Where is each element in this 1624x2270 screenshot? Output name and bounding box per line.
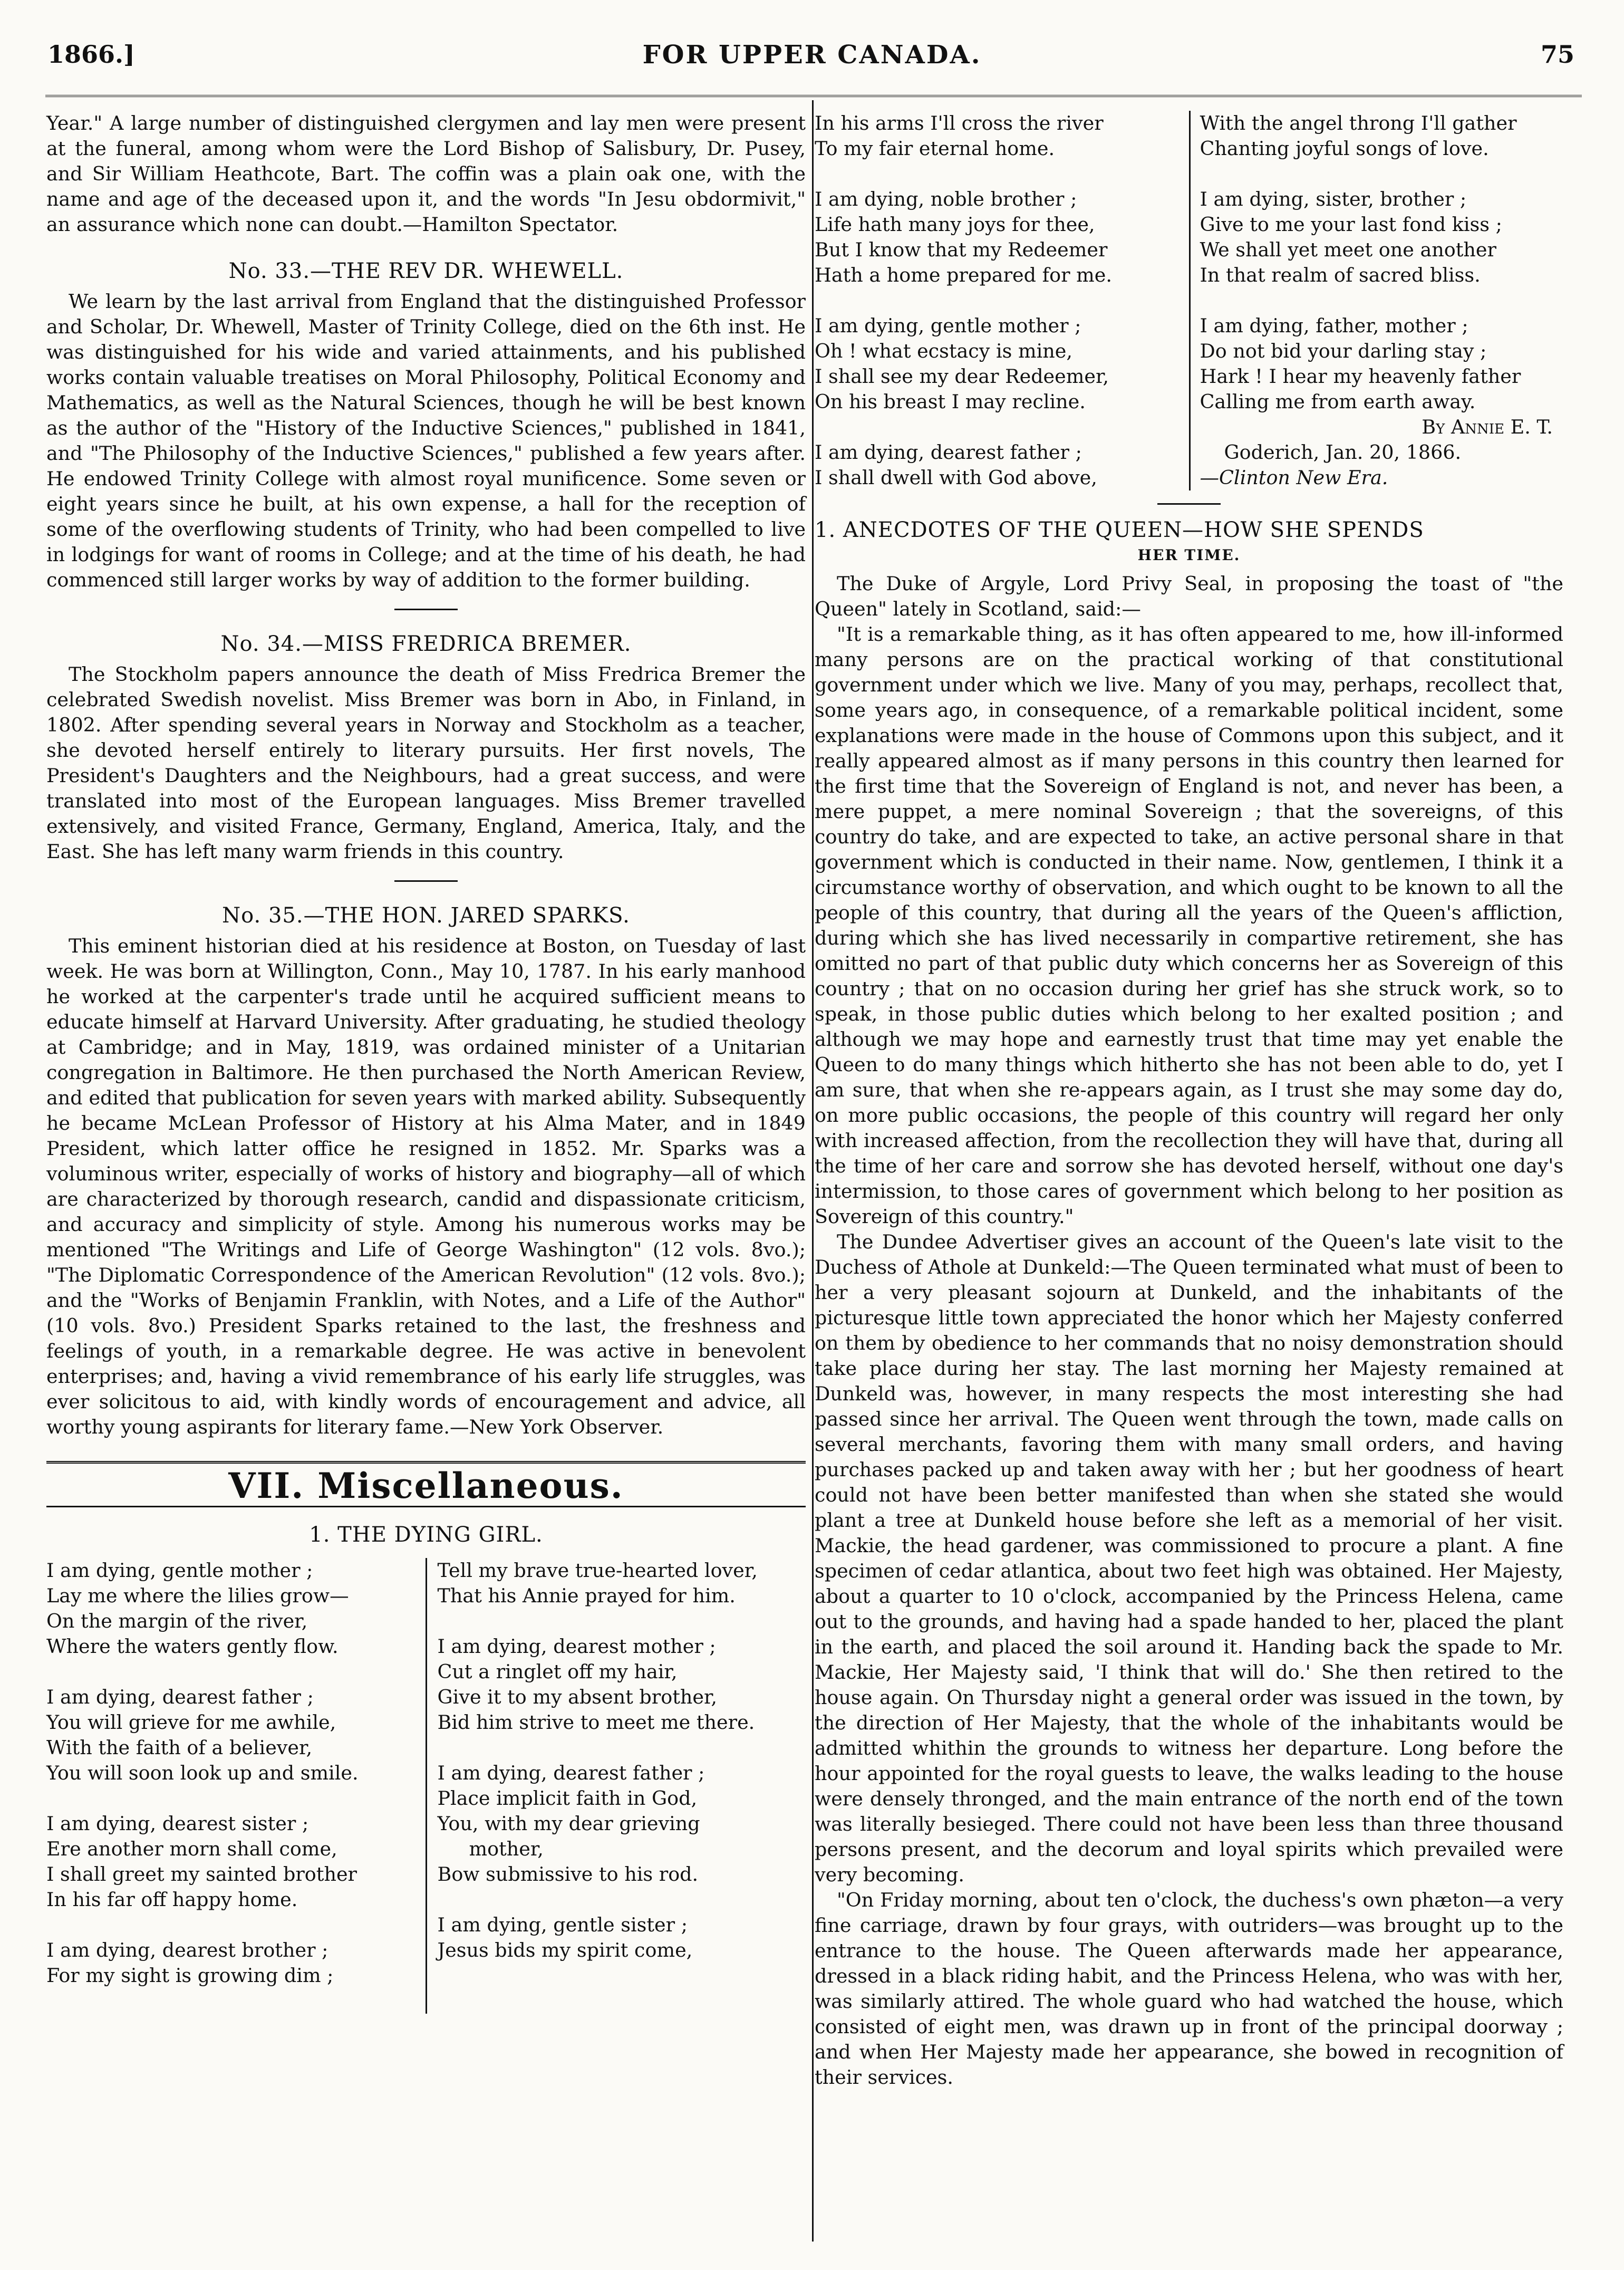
poem-line: For my sight is growing dim ; bbox=[46, 1964, 334, 1987]
poem-line: Bid him strive to meet me there. bbox=[437, 1711, 755, 1734]
stanza bbox=[46, 1938, 415, 1988]
poem-line: Cut a ringlet off my hair, bbox=[437, 1660, 678, 1683]
poem-left-column bbox=[815, 111, 1189, 490]
header-rule bbox=[45, 95, 1582, 97]
header-year: 1866.] bbox=[47, 40, 135, 69]
stanza bbox=[1200, 187, 1564, 288]
poem-line: On his breast I may recline. bbox=[815, 390, 1086, 413]
dundee-account: The Dundee Advertiser gives an account of the Queen's late visit to the Duchess of Athole at Dunkeld:—The Queen terminated what must of been to her a very pleasant sojourn at Dunkeld, and the inhabitants of the picturesque little town appreciated the honor which her Majesty conferred on them by obedience to her commands that no noisy demonstration should take place during her stay. The last morning her Majesty remained at Dunkeld was, however, in many respects the most interesting she had passed since her arrival. The Queen went through the town, made calls on several merchants, favoring them with many small orders, and having purchases packed up and taken away with her ; but her goodness of heart could not have been better manifested than when she stated she would plant a tree at Dunkeld house before she left as a memorial of her visit. Mackie, the head gardener, was commissioned to procure a plant. A fine specimen of cedar atlantica, about two feet high was obtained. Her Majesty, about a quarter to 10 o'clock, accompanied by the Princess Helena, came out to the grounds, and having had a spade handed to her, placed the plant in the earth, and placed the soil around it. Handing back the spade to Mr. Mackie, Her Majesty said, 'I think that will do.' She then retired to the house again. On Thursday night a general order was issued in the town, by the direction of Her Majesty, that the whole of the inhabitants would be admitted whithin the grounds to witness her departure. Long before the hour appointed for the royal guests to leave, the walks leading to the house were densely thronged, and the main entrance of the north end of the town was literally besieged. There could not have been less than three thousand persons present, and the decorum and loyal spirits which prevailed were very becoming. bbox=[815, 1230, 1563, 1886]
poem-line: I am dying, sister, brother ; bbox=[1200, 188, 1467, 210]
poem-line: Oh ! what ecstacy is mine, bbox=[815, 340, 1072, 362]
poem-line: But I know that my Redeemer bbox=[815, 238, 1108, 261]
whewell-body: We learn by the last arrival from England that the distinguished Professor and Scholar, Dr. Whewell, Master of Trinity College, died on the 6th inst. He was distinguished for his wide and varied attainments, and his published works contain valuable treatises on Moral Philosophy, Political Economy and Mathematics, as well as the Natural Sciences, though he will be best known as the author of the "History of the Inductive Sciences," published in 1841, and "The Philosophy of the Inductive Sciences," published a few years after. He endowed Trinity College with almost royal munificence. Some seven or eight years since he built, at his own expense, a hall for the reception of some of the overflowing students of Trinity, who had been compelled to live in lodgings for want of rooms in College; and at the time of his death, he had commenced still larger works by way of addition to the former building. bbox=[46, 290, 806, 591]
poem-line: We shall yet meet one another bbox=[1200, 238, 1496, 261]
poem-line: Jesus bids my spirit come, bbox=[437, 1939, 693, 1961]
poem-line: I shall greet my sainted brother bbox=[46, 1863, 357, 1886]
poem-line: Where the waters gently flow. bbox=[46, 1635, 339, 1658]
poem-line: I am dying, father, mother ; bbox=[1200, 314, 1468, 337]
poem-line: I am dying, gentle sister ; bbox=[437, 1913, 688, 1936]
poem-title: 1. THE DYING GIRL. bbox=[309, 1523, 543, 1547]
poem-line: Give it to my absent brother, bbox=[437, 1686, 718, 1708]
poem-line: Chanting joyful songs of love. bbox=[1200, 137, 1489, 160]
anecdotes-intro: The Duke of Argyle, Lord Privy Seal, in proposing the toast of "the Queen" lately in Scotland, said:— bbox=[815, 572, 1563, 620]
stanza bbox=[46, 1811, 415, 1912]
poem-line: Tell my brave true-hearted lover, bbox=[437, 1559, 758, 1582]
stanza bbox=[46, 1558, 415, 1659]
stanza bbox=[438, 1634, 806, 1735]
page-header bbox=[42, 40, 1582, 82]
stanza bbox=[46, 1685, 415, 1786]
poem-line: With the angel throng I'll gather bbox=[1200, 112, 1517, 134]
section-divider bbox=[1157, 503, 1221, 505]
poem-line: Bow submissive to his rod. bbox=[437, 1863, 699, 1886]
page-number: 75 bbox=[1540, 40, 1574, 69]
poem-left-column bbox=[46, 1558, 426, 2014]
bremer-title: No. 34.—MISS FREDRICA BREMER. bbox=[220, 632, 632, 656]
poem-line: In that realm of sacred bliss. bbox=[1200, 264, 1481, 286]
poem-line: I am dying, gentle mother ; bbox=[46, 1559, 313, 1582]
poem-line: That his Annie prayed for him. bbox=[437, 1584, 736, 1607]
friday-morning: "On Friday morning, about ten o'clock, the duchess's own phæton—a very fine carriage, drawn by four grays, with outriders—was brought up to the entrance to the house. The Queen afterwards made her appearance, dressed in a black riding habit, and the Princess Helena, who was with her, was similarly attired. The whole guard who had watched the house, which consisted of eight men, was drawn up in front of the principal doorway ; and when Her Majesty made her appearance, she bowed in recognition of their services. bbox=[815, 1889, 1563, 2089]
poem-dateline: Goderich, Jan. 20, 1866. bbox=[1224, 441, 1462, 464]
poem-line: Lay me where the lilies grow— bbox=[46, 1584, 349, 1607]
poem-line: Life hath many joys for thee, bbox=[815, 213, 1095, 236]
sparks-body: This eminent historian died at his residence at Boston, on Tuesday of last week. He was born at Willington, Conn., May 10, 1787. In his early manhood he worked at the carpenter's trade until he acquired sufficient means to educate himself at Harvard University. After graduating, he studied theology at Cambridge; and in May, 1819, was ordained minister of a Unitarian congregation in Baltimore. He then purchased the North American Review, and edited that publication for seven years with marked ability. Subsequently he became McLean Professor of History at his Alma Mater, and in 1849 President, which latter office he resigned in 1852. Mr. Sparks was a voluminous writer, especially of works of history and biography—all of which are characterized by thorough research, candid and dispassionate criticism, and accuracy and simplicity of style. Among his numerous works may be mentioned "The Writings and Life of George Washington" (12 vols. 8vo.); "The Diplomatic Correspondence of the American Revolution" (12 vols. 8vo.); and the "Works of Benjamin Franklin, with Notes, and a Life of the Author" (10 vols. 8vo.) President Sparks retained to the last, the freshness and feelings of youth, in a remarkable degree. He was active in benevolent enterprises; and, having a vivid remembrance of his early life struggles, was ever solicitous to aid, with kindly words of encouragement and advice, all worthy young aspirants for literary fame.—New York Observer. bbox=[46, 935, 806, 1438]
poem-line: On the margin of the river, bbox=[46, 1610, 308, 1632]
poem-line: In his far off happy home. bbox=[46, 1888, 298, 1911]
poem-line: Give to me your last fond kiss ; bbox=[1200, 213, 1502, 236]
column-divider bbox=[812, 100, 814, 2242]
poem-line: With the faith of a believer, bbox=[46, 1736, 313, 1759]
stanza bbox=[438, 1912, 806, 1963]
stanza bbox=[815, 187, 1178, 288]
poem-line: mother, bbox=[469, 1838, 544, 1860]
poem-line: Place implicit faith in God, bbox=[437, 1787, 698, 1810]
stanza bbox=[438, 1761, 806, 1887]
stanza bbox=[438, 1558, 806, 1609]
stanza bbox=[815, 440, 1178, 490]
poem-line: I am dying, dearest father ; bbox=[437, 1762, 705, 1784]
poem-line: I shall dwell with God above, bbox=[815, 466, 1097, 489]
poem-line: Hark ! I hear my heavenly father bbox=[1200, 365, 1521, 388]
stanza bbox=[1200, 111, 1564, 161]
stanza bbox=[815, 313, 1178, 415]
poem-line: I am dying, noble brother ; bbox=[815, 188, 1077, 210]
poem-line: Ere another morn shall come, bbox=[46, 1838, 337, 1860]
poem-line: Calling me from earth away. bbox=[1200, 390, 1476, 413]
section-divider bbox=[394, 880, 458, 882]
header-title: FOR UPPER CANADA. bbox=[642, 40, 982, 70]
poem-author: By Annie E. T. bbox=[1422, 416, 1553, 438]
poem-source bbox=[1200, 465, 1564, 490]
stanza bbox=[815, 111, 1178, 161]
poem-line: I am dying, dearest sister ; bbox=[46, 1812, 309, 1835]
poem-line: I am dying, dearest mother ; bbox=[437, 1635, 716, 1658]
sparks-title: No. 35.—THE HON. JARED SPARKS. bbox=[222, 903, 630, 928]
right-column bbox=[815, 111, 1563, 2090]
poem-line: I shall see my dear Redeemer, bbox=[815, 365, 1109, 388]
dying-girl-poem bbox=[46, 1558, 806, 2014]
anecdotes-subtitle: HER TIME. bbox=[1137, 546, 1241, 564]
whewell-title: No. 33.—THE REV DR. WHEWELL. bbox=[228, 259, 624, 283]
poem-line: You will grieve for me awhile, bbox=[46, 1711, 336, 1734]
poem-line: I am dying, gentle mother ; bbox=[815, 314, 1081, 337]
section-divider bbox=[394, 609, 458, 610]
poem-source-text: —Clinton New Era. bbox=[1200, 466, 1388, 489]
poem-line: I am dying, dearest father ; bbox=[815, 441, 1082, 464]
miscellaneous-heading: VII. Miscellaneous. bbox=[46, 1461, 806, 1507]
poem-continuation bbox=[815, 111, 1563, 490]
funeral-paragraph: Year." A large number of distinguished clergymen and lay men were present at the funeral, among whom were the Lord Bishop of Salisbury, Dr. Pusey, and Sir William Heathcote, Bart. The coffin was a plain oak one, with the name and age of the deceased upon it, and the words "In Jesu obdormivit," an assurance which none can doubt.—Hamilton Spectator. bbox=[46, 112, 806, 236]
poem-line: In his arms I'll cross the river bbox=[815, 112, 1104, 134]
poem-line: Hath a home prepared for me. bbox=[815, 264, 1112, 286]
left-column bbox=[46, 111, 806, 2014]
poem-line: You will soon look up and smile. bbox=[46, 1762, 359, 1784]
bremer-body: The Stockholm papers announce the death of Miss Fredrica Bremer the celebrated Swedish novelist. Miss Bremer was born in Abo, in Finland, in 1802. After spending several years in Norway and Stockholm as a teacher, she devoted herself entirely to literary pursuits. Her first novels, The President's Daughters and the Neighbours, had a great success, and were translated into most of the European languages. Miss Bremer travelled extensively, and visited France, Germany, England, America, Italy, and the East. She has left many warm friends in this country. bbox=[46, 663, 806, 863]
poem-right-column bbox=[426, 1558, 806, 2014]
poem-line: I am dying, dearest brother ; bbox=[46, 1939, 328, 1961]
poem-line: I am dying, dearest father ; bbox=[46, 1686, 314, 1708]
poem-line: You, with my dear grieving bbox=[437, 1812, 700, 1835]
anecdotes-title: 1. ANECDOTES OF THE QUEEN—HOW SHE SPENDS bbox=[815, 518, 1424, 542]
poem-line: Do not bid your darling stay ; bbox=[1200, 340, 1487, 362]
duke-speech: "It is a remarkable thing, as it has often appeared to me, how ill-informed many persons are on the practical working of that constitutional government under which we live. Many of you may, perhaps, recollect that, some years ago, in consequence, of a remarkable political incident, some explanations were made in the house of Commons upon this subject, and it really appeared almost as if many persons in this country then learned for the first time that the Sovereign of England is not, and never has been, a mere puppet, a mere nominal Sovereign ; that the sovereigns, of this country do take, and are expected to take, an active personal share in that government which is conducted in their name. Now, gentlemen, I think it a circumstance worthy of observation, and which ought to be known to all the people of this country, that during all the years of the Queen's affliction, during which she has lived necessarily in compartive retirement, she has omitted no part of that public duty which concerns her as Sovereign of this country ; that on no occasion during her grief has she struck work, so to speak, in those public duties which belong to her exalted position ; and although we may hope and earnestly trust that time may yet enable the Queen to do many things which hitherto she has not been able to do, yet I am sure, that when she re-appears again, as I trust she may some day do, on more public occasions, the people of this country will regard her only with increased affection, from the recollection they will have that, during all the time of her care and sorrow she has devoted herself, without one day's intermission, to those cares of government which belong to her position as Sovereign of this country." bbox=[815, 623, 1563, 1228]
poem-right-column bbox=[1189, 111, 1564, 490]
poem-line: To my fair eternal home. bbox=[815, 137, 1055, 160]
stanza bbox=[1200, 313, 1564, 415]
